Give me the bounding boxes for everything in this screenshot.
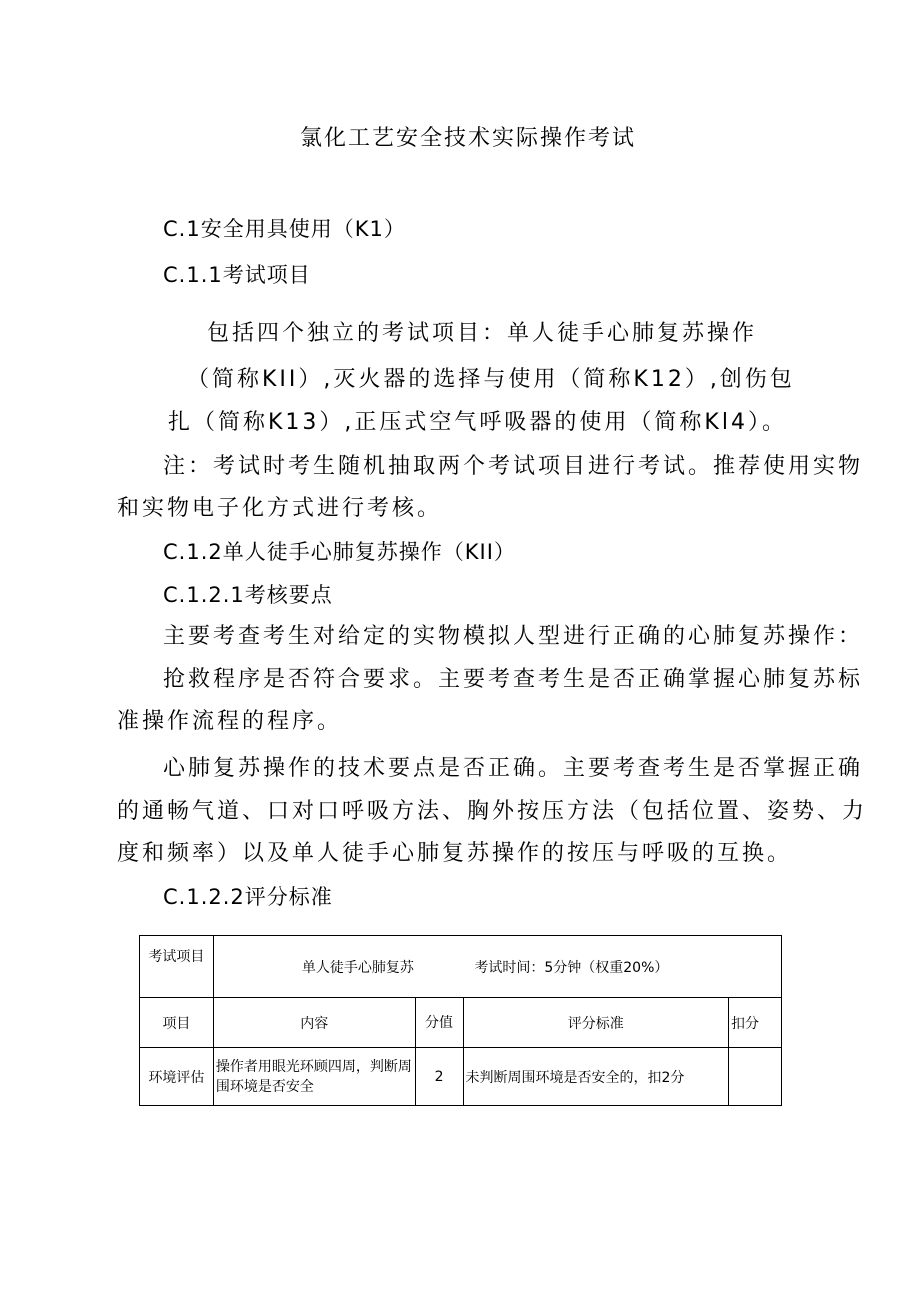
c121-paragraph-line-1: 主要考查考生对给定的实物模拟人型进行正确的心肺复苏操作：	[163, 624, 864, 649]
row-criteria: 未判断周围环境是否安全的，扣2分	[463, 1048, 729, 1106]
section-c121-heading: C.1.2.1考核要点	[163, 583, 333, 607]
note-line-2: 和实物电子化方式进行考核。	[117, 496, 443, 521]
row-content: 操作者用眼光环顾四周，判断周围环境是否安全	[213, 1048, 415, 1106]
header-score: 分值	[415, 998, 463, 1048]
c11-paragraph-line-3: 扎（简称K13）,正压式空气呼吸器的使用（简称Kl4）。	[168, 410, 787, 435]
table-row	[140, 1048, 782, 1106]
note-line-1: 注：考试时考生随机抽取两个考试项目进行考试。推荐使用实物	[163, 454, 864, 479]
exam-item-label: 考试项目	[140, 936, 214, 998]
section-c11-heading: C.1.1考试项目	[163, 263, 311, 287]
header-item: 项目	[140, 998, 214, 1048]
table-column-headers	[140, 998, 782, 1048]
exam-time: 考试时间：5分钟（权重20%）	[474, 959, 669, 976]
table-header-row	[140, 936, 782, 998]
c121-paragraph-line-2: 抢救程序是否符合要求。主要考查考生是否正确掌握心肺复苏标	[163, 667, 864, 692]
section-c122-heading: C.1.2.2评分标准	[163, 885, 333, 909]
exam-info-cell	[213, 936, 781, 998]
header-deduct: 扣分	[729, 998, 782, 1048]
c121-paragraph-line-6: 度和频率）以及单人徒手心肺复苏操作的按压与呼吸的互换。	[117, 841, 793, 866]
row-deduct	[729, 1048, 782, 1106]
c121-paragraph-line-5: 的通畅气道、口对口呼吸方法、胸外按压方法（包括位置、姿势、力	[117, 799, 868, 824]
row-score: 2	[415, 1048, 463, 1106]
header-content: 内容	[213, 998, 415, 1048]
exam-item-value: 单人徒手心肺复苏	[301, 959, 414, 976]
section-c12-heading: C.1.2单人徒手心肺复苏操作（KII）	[163, 540, 516, 564]
document-title: 氯化工艺安全技术实际操作考试	[300, 126, 637, 151]
scoring-table	[139, 935, 782, 1106]
section-c1-heading: C.1安全用具使用（K1）	[163, 217, 406, 241]
c11-paragraph-line-2: （简称KII）,灭火器的选择与使用（简称K12）,创伤包	[187, 367, 795, 392]
c11-paragraph-line-1: 包括四个独立的考试项目：单人徒手心肺复苏操作	[207, 321, 758, 346]
row-item: 环境评估	[140, 1048, 214, 1106]
c121-paragraph-line-4: 心肺复苏操作的技术要点是否正确。主要考查考生是否掌握正确	[163, 756, 864, 781]
header-criteria: 评分标准	[463, 998, 729, 1048]
c121-paragraph-line-3: 准操作流程的程序。	[117, 709, 343, 734]
